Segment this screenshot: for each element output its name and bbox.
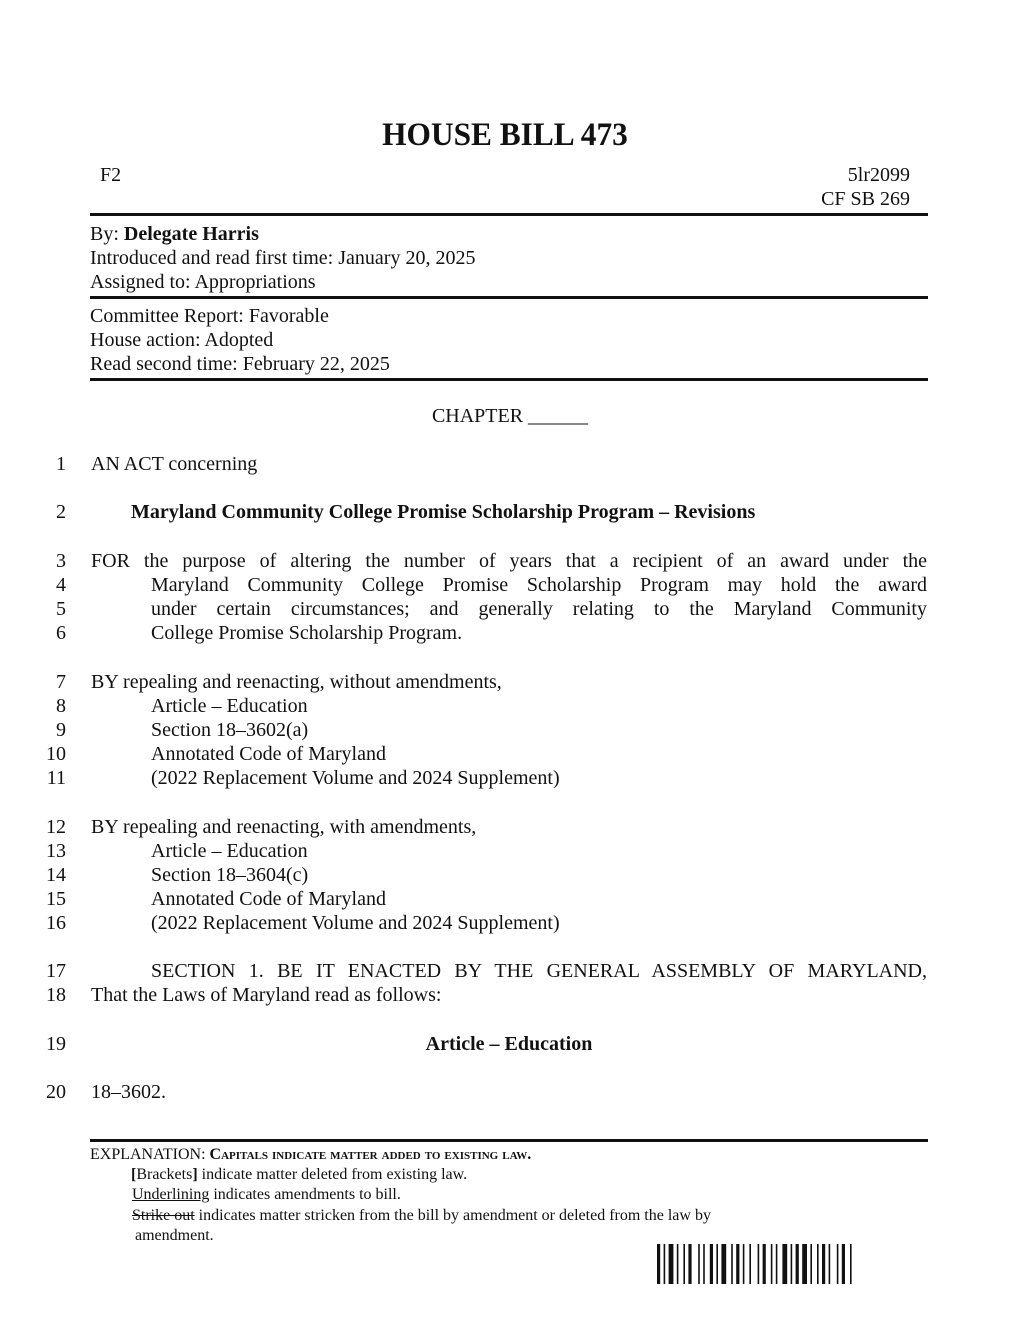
section-number: 18–3602.: [91, 1081, 166, 1103]
barcode-bar: [842, 1244, 845, 1284]
line-number: 16: [46, 912, 66, 934]
underlining-word: Underlining: [132, 1186, 210, 1203]
line-number: 9: [56, 719, 66, 741]
line-number: 6: [56, 622, 66, 644]
repeal-section: Section 18–3604(c): [151, 864, 309, 886]
line-number: 14: [46, 864, 66, 886]
line-number: 13: [46, 840, 66, 862]
line-number: 8: [56, 695, 66, 717]
repeal-code: Annotated Code of Maryland: [151, 888, 386, 910]
line-number: 1: [56, 453, 66, 475]
line-number: 12: [46, 816, 66, 838]
barcode-bar: [829, 1244, 831, 1284]
barcode-bar: [669, 1244, 674, 1284]
barcode-icon: [657, 1244, 903, 1284]
purpose-line: Maryland Community College Promise Scholarship Program may hold the award: [151, 574, 927, 596]
repeal-volume: (2022 Replacement Volume and 2024 Supplement): [151, 767, 560, 789]
line-number: 19: [46, 1033, 66, 1055]
chapter-line: CHAPTER ______: [431, 405, 589, 427]
line-number: 2: [56, 501, 66, 523]
introduced-line: Introduced and read first time: January 20, 2025: [90, 247, 476, 269]
line-number: 17: [46, 960, 66, 982]
repeal-article: Article – Education: [151, 840, 308, 862]
barcode-bar: [802, 1244, 807, 1284]
barcode-bar: [703, 1244, 705, 1284]
barcode-bar: [688, 1244, 691, 1284]
line-number: 20: [46, 1081, 66, 1103]
brackets-text: indicate matter deleted from existing law.: [197, 1166, 468, 1183]
repeal-clause: BY repealing and reenacting, without amendments,: [91, 671, 502, 693]
committee-rule: [90, 378, 928, 381]
committee-report: Committee Report: Favorable: [90, 305, 329, 327]
barcode-bar: [677, 1244, 679, 1284]
bill-code-left: F2: [100, 164, 122, 186]
explanation-line: [90, 1145, 531, 1165]
line-number: 4: [56, 574, 66, 596]
line-number: 11: [46, 767, 66, 789]
line-number: 5: [56, 598, 66, 620]
barcode-bar: [743, 1244, 745, 1284]
barcode-bar: [736, 1244, 739, 1284]
barcode-bar: [776, 1244, 778, 1284]
barcode-bar: [716, 1244, 718, 1284]
bill-title: HOUSE BILL 473: [382, 117, 628, 153]
underlining-text: indicates amendments to bill.: [209, 1186, 401, 1203]
repeal-section: Section 18–3602(a): [151, 719, 309, 741]
barcode-bar: [810, 1244, 812, 1284]
barcode-bar: [698, 1244, 700, 1284]
line-number: 18: [46, 984, 66, 1006]
open-bracket: [: [131, 1166, 137, 1183]
repeal-volume: (2022 Replacement Volume and 2024 Supplement): [151, 912, 560, 934]
header-rule: [90, 213, 928, 216]
repeal-article: Article – Education: [151, 695, 308, 717]
enacting-clause: That the Laws of Maryland read as follows:: [91, 984, 442, 1006]
article-heading: Article – Education: [425, 1033, 593, 1055]
bill-code-lr: 5lr2099: [847, 164, 910, 186]
line-number: 10: [46, 743, 66, 765]
barcode-bar: [837, 1244, 839, 1284]
explanation-label: EXPLANATION:: [90, 1146, 210, 1163]
bill-subject-title: Maryland Community College Promise Scholarship Program – Revisions: [131, 501, 756, 523]
assigned-line: Assigned to: Appropriations: [90, 271, 316, 293]
barcode-bar: [817, 1244, 819, 1284]
line-number: 7: [56, 671, 66, 693]
strike-text: indicates matter stricken from the bill by amendment or deleted from the law by: [194, 1207, 711, 1224]
barcode-bar: [763, 1244, 766, 1284]
barcode-bar: [731, 1244, 733, 1284]
explanation-rule: [90, 1139, 928, 1142]
sponsor-label: By:: [90, 223, 124, 245]
sponsor-rule: [90, 296, 928, 299]
barcode-bar: [771, 1244, 773, 1284]
barcode-bar: [791, 1244, 793, 1284]
capitals-note: Capitals indicate matter added to existing law.: [209, 1146, 532, 1163]
brackets-note: [131, 1165, 467, 1185]
underlining-note: [132, 1185, 401, 1205]
repeal-clause: BY repealing and reenacting, with amendments,: [91, 816, 477, 838]
second-reading: Read second time: February 22, 2025: [90, 353, 390, 375]
line-number: 3: [56, 550, 66, 572]
barcode-bar: [850, 1244, 852, 1284]
line-number: 15: [46, 888, 66, 910]
purpose-line: under certain circumstances; and generally relating to the Maryland Community: [151, 598, 927, 620]
house-action: House action: Adopted: [90, 329, 274, 351]
cross-file-code: CF SB 269: [821, 188, 910, 210]
barcode-bar: [822, 1244, 825, 1284]
purpose-line: FOR the purpose of altering the number of years that a recipient of an award under the: [91, 550, 927, 572]
sponsor-name: Delegate Harris: [123, 223, 259, 245]
enacting-clause: SECTION 1. BE IT ENACTED BY THE GENERAL ASSEMBLY OF MARYLAND,: [151, 960, 927, 982]
repeal-code: Annotated Code of Maryland: [151, 743, 386, 765]
barcode-bar: [749, 1244, 751, 1284]
barcode-bar: [664, 1244, 666, 1284]
barcode-bar: [758, 1244, 760, 1284]
sponsor-line: [90, 222, 259, 246]
strike-word: Strike out: [132, 1207, 195, 1224]
barcode-bar: [721, 1244, 726, 1284]
strike-note-continued: amendment.: [135, 1227, 214, 1244]
close-bracket: ]: [192, 1166, 198, 1183]
strike-note: [132, 1206, 711, 1226]
brackets-word: Brackets: [136, 1166, 193, 1183]
barcode-bar: [782, 1244, 787, 1284]
purpose-line: College Promise Scholarship Program.: [151, 622, 463, 644]
barcode-bar: [796, 1244, 799, 1284]
barcode-bar: [657, 1244, 660, 1284]
barcode-bar: [710, 1244, 713, 1284]
act-intro: AN ACT concerning: [91, 453, 258, 475]
barcode-bar: [683, 1244, 685, 1284]
